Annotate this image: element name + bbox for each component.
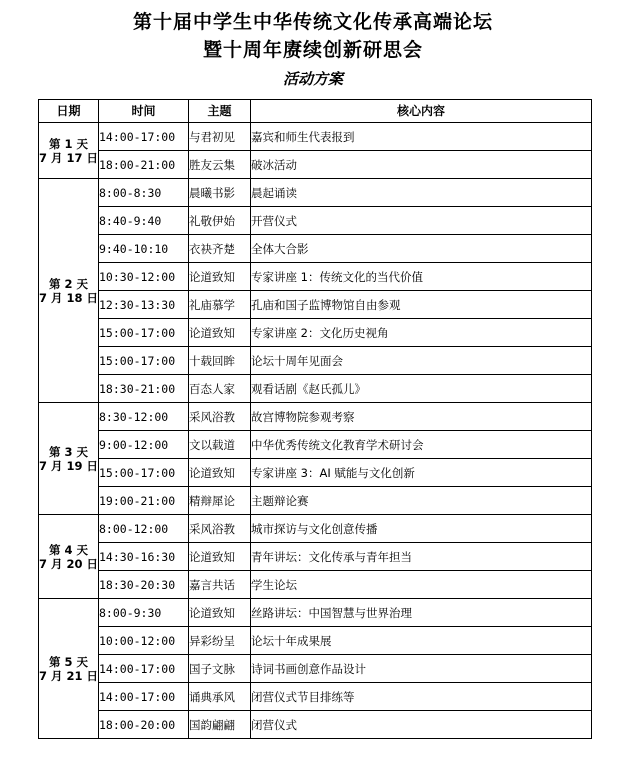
table-row: [39, 263, 592, 291]
theme-cell: 异彩纷呈: [189, 627, 251, 655]
date-label: 7 月 18 日: [39, 290, 99, 305]
time-cell: 8:00-8:30: [99, 179, 189, 207]
content-cell: 诗词书画创意作品设计: [251, 655, 592, 683]
content-cell: 闭营仪式: [251, 711, 592, 739]
content-cell: 嘉宾和师生代表报到: [251, 123, 592, 151]
content-cell: 闭营仪式节目排练等: [251, 683, 592, 711]
day-label: 第 3 天: [48, 444, 88, 459]
time-cell: 8:00-12:00: [99, 515, 189, 543]
day-cell: [39, 179, 99, 403]
theme-cell: 论道致知: [189, 319, 251, 347]
table-row: [39, 683, 592, 711]
theme-cell: 文以载道: [189, 431, 251, 459]
time-cell: 10:00-12:00: [99, 627, 189, 655]
content-cell: 观看话剧《赵氏孤儿》: [251, 375, 592, 403]
day-cell: [39, 403, 99, 515]
theme-cell: 十载回眸: [189, 347, 251, 375]
day-label: 第 2 天: [48, 276, 88, 291]
theme-cell: 论道致知: [189, 459, 251, 487]
content-cell: 专家讲座 1：传统文化的当代价值: [251, 263, 592, 291]
date-label: 7 月 20 日: [39, 556, 99, 571]
theme-cell: 与君初见: [189, 123, 251, 151]
theme-cell: 胜友云集: [189, 151, 251, 179]
theme-cell: 百态人家: [189, 375, 251, 403]
table-row: [39, 515, 592, 543]
theme-cell: 论道致知: [189, 263, 251, 291]
day-label: 第 1 天: [48, 136, 88, 151]
content-cell: 论坛十年成果展: [251, 627, 592, 655]
time-cell: 18:00-21:00: [99, 151, 189, 179]
time-cell: 8:30-12:00: [99, 403, 189, 431]
table-row: [39, 599, 592, 627]
time-cell: 18:30-21:00: [99, 375, 189, 403]
theme-cell: 精辩犀论: [189, 487, 251, 515]
table-row: [39, 459, 592, 487]
time-cell: 14:00-17:00: [99, 655, 189, 683]
content-cell: 孔庙和国子监博物馆自由参观: [251, 291, 592, 319]
table-row: [39, 319, 592, 347]
table-row: [39, 375, 592, 403]
table-row: [39, 151, 592, 179]
schedule-table-body: [39, 123, 592, 739]
time-cell: 15:00-17:00: [99, 347, 189, 375]
theme-cell: 衣袂齐楚: [189, 235, 251, 263]
content-cell: 专家讲座 2：文化历史视角: [251, 319, 592, 347]
theme-cell: 论道致知: [189, 599, 251, 627]
table-row: [39, 347, 592, 375]
day-label: 第 4 天: [48, 542, 88, 557]
table-row: [39, 543, 592, 571]
content-cell: 中华优秀传统文化教育学术研讨会: [251, 431, 592, 459]
column-header-date: 日期: [39, 100, 99, 123]
content-cell: 故宫博物院参观考察: [251, 403, 592, 431]
table-row: [39, 431, 592, 459]
date-label: 7 月 21 日: [39, 668, 99, 683]
column-header-content: 核心内容: [251, 100, 592, 123]
theme-cell: 采风浴教: [189, 403, 251, 431]
table-row: [39, 179, 592, 207]
theme-cell: 国子文脉: [189, 655, 251, 683]
table-row: [39, 123, 592, 151]
time-cell: 14:30-16:30: [99, 543, 189, 571]
column-header-theme: 主题: [189, 100, 251, 123]
time-cell: 10:30-12:00: [99, 263, 189, 291]
schedule-table: [38, 99, 592, 739]
time-cell: 18:30-20:30: [99, 571, 189, 599]
document-title-line-1: 第十届中学生中华传统文化传承高端论坛: [132, 11, 493, 33]
content-cell: 丝路讲坛：中国智慧与世界治理: [251, 599, 592, 627]
document-title-line-2: 暨十周年赓续创新研思会: [202, 39, 423, 61]
table-row: [39, 235, 592, 263]
header-row: [39, 100, 592, 123]
theme-cell: 论道致知: [189, 543, 251, 571]
time-cell: 9:00-12:00: [99, 431, 189, 459]
date-label: 7 月 19 日: [39, 458, 99, 473]
content-cell: 主题辩论赛: [251, 487, 592, 515]
date-label: 7 月 17 日: [39, 150, 99, 165]
theme-cell: 礼敬伊始: [189, 207, 251, 235]
day-cell: [39, 123, 99, 179]
content-cell: 破冰活动: [251, 151, 592, 179]
time-cell: 9:40-10:10: [99, 235, 189, 263]
table-row: [39, 403, 592, 431]
content-cell: 专家讲座 3：AI 赋能与文化创新: [251, 459, 592, 487]
document-subtitle: 活动方案: [282, 70, 343, 88]
day-cell: [39, 515, 99, 599]
table-row: [39, 571, 592, 599]
table-row: [39, 627, 592, 655]
time-cell: 15:00-17:00: [99, 459, 189, 487]
time-cell: 15:00-17:00: [99, 319, 189, 347]
content-cell: 青年讲坛：文化传承与青年担当: [251, 543, 592, 571]
table-row: [39, 487, 592, 515]
content-cell: 开营仪式: [251, 207, 592, 235]
content-cell: 晨起诵读: [251, 179, 592, 207]
column-header-time: 时间: [99, 100, 189, 123]
schedule-table-header: [39, 100, 592, 123]
theme-cell: 礼庙慕学: [189, 291, 251, 319]
time-cell: 14:00-17:00: [99, 123, 189, 151]
content-cell: 学生论坛: [251, 571, 592, 599]
content-cell: 全体大合影: [251, 235, 592, 263]
content-cell: 论坛十周年见面会: [251, 347, 592, 375]
time-cell: 12:30-13:30: [99, 291, 189, 319]
time-cell: 18:00-20:00: [99, 711, 189, 739]
day-label: 第 5 天: [48, 654, 88, 669]
table-row: [39, 207, 592, 235]
time-cell: 8:40-9:40: [99, 207, 189, 235]
time-cell: 14:00-17:00: [99, 683, 189, 711]
table-row: [39, 711, 592, 739]
table-row: [39, 655, 592, 683]
document-header: [0, 8, 626, 90]
theme-cell: 国韵翩翩: [189, 711, 251, 739]
content-cell: 城市探访与文化创意传播: [251, 515, 592, 543]
theme-cell: 嘉言共话: [189, 571, 251, 599]
time-cell: 8:00-9:30: [99, 599, 189, 627]
day-cell: [39, 599, 99, 739]
theme-cell: 晨曦书影: [189, 179, 251, 207]
time-cell: 19:00-21:00: [99, 487, 189, 515]
theme-cell: 诵典承风: [189, 683, 251, 711]
table-row: [39, 291, 592, 319]
theme-cell: 采风浴教: [189, 515, 251, 543]
